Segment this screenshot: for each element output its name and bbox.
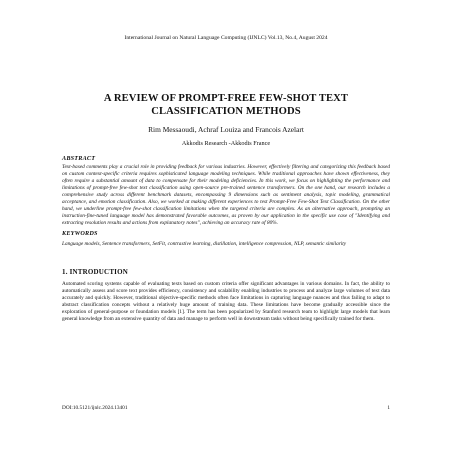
paper-affiliation: Akkodis Research -Akkodis France (181, 140, 271, 147)
paper-title (40, 92, 412, 118)
paper-title-line-1: A REVIEW OF PROMPT-FREE FEW-SHOT TEXT (103, 93, 349, 104)
footer-doi: DOI:10.5121/ijnlc.2024.13401 (62, 405, 128, 411)
abstract-text: Text-based comments play a crucial role in providing feedback for various industries. However, effectively filtering and categorizing this feedback based on custom context-specific criteria requires sophisticated language modeling techniques. While traditional approaches have shown effectiveness, they often require a substantial amount of data to compensate for their modeling deficiencies. In this work, we focus on highlighting the performance and limitations of prompt-free few-shot text classification using open-source pre-trained sentence transformers. On the one hand, our research includes a comprehensive study across different benchmark datasets, encompassing 9 dimensions such as sentiment analysis, topic modeling, grammatical acceptance, and emotion classification. Also, we worked at making different experiences to test Prompt-Free Few-Shot Text Classification. On the other hand, we underline prompt-free few-shot classification limitations when the targeted criteria are complex. As an alternative approach, prompting an instruction-fine-tuned language model has demonstrated favorable outcomes, as proven by our application in the specific use case of "Identifying and extracting resolution results and actions from explanatory notes", achieving an accuracy rate of 80%. (62, 164, 390, 226)
keywords-text: Language models, Sentence transformers, SetFit, contrastive learning, distillation, intelligence compression, NLP, semantic similarity (62, 241, 347, 247)
page-number: 1 (387, 405, 390, 411)
paper-authors: Rim Messaoudi, Achraf Louiza and Francois Azelart (148, 125, 304, 134)
introduction-heading: 1. INTRODUCTION (62, 268, 129, 276)
abstract-heading: ABSTRACT (62, 155, 96, 162)
journal-header: International Journal on Natural Language Computing (IJNLC) Vol.13, No.4, August 2024 (124, 35, 328, 41)
paper-title-line-2: CLASSIFICATION METHODS (151, 106, 301, 117)
keywords-heading: KEYWORDS (62, 230, 98, 237)
introduction-text: Automated scoring systems capable of evaluating texts based on custom criteria offer significant advantages in various domains. In fact, the ability to automatically assess and score text provides efficiency, consistency and scalability enabling industries to process and analyze large volumes of text data accurately and quickly. However, traditional objective-specific methods often face limitations in capturing language nuances and thus failing to adapt to abstract classification concepts without a relatively huge amount of training data. These limitations have become gradually accessible since the exploration of general-purpose or foundation models [1]. The term has been popularized by Stanford research team to highlight large models that learn general knowledge from an extensive quantity of data and manage to perform well in downstream tasks without being specifically trained for them. (62, 281, 390, 322)
